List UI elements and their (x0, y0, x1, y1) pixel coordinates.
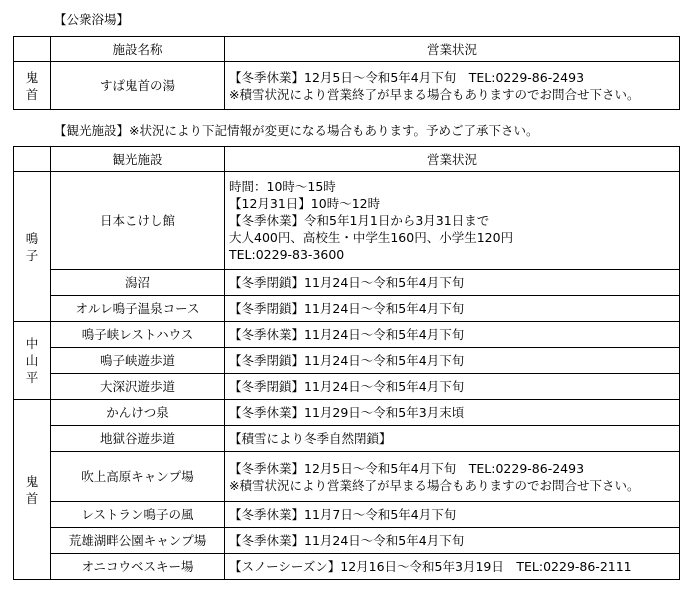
col-status: 営業状況 (225, 37, 680, 62)
status-line: 【冬季休業】12月5日～令和5年4月下旬 TEL:0229-86-2493 (229, 460, 585, 476)
status-line: 【積雪により冬季自然閉鎖】 (229, 431, 392, 446)
facility-name: レストラン鳴子の風 (51, 502, 225, 528)
col-facility-name: 施設名称 (51, 37, 225, 62)
status-line: TEL:0229-83-3600 (229, 247, 345, 262)
facility-name: オルレ鳴子温泉コース (51, 296, 225, 322)
facility-name: 地獄谷遊歩道 (51, 426, 225, 452)
region-cell (14, 62, 51, 110)
region-label-char: 首 (25, 86, 39, 102)
status-cell (225, 528, 680, 554)
region-label (18, 69, 46, 103)
status-line: 【12月31日】10時～12時 (229, 196, 381, 211)
facility-name: すぱ鬼首の湯 (51, 62, 225, 110)
col-status: 営業状況 (225, 147, 680, 172)
table-row (14, 270, 680, 296)
region-label-char: 平 (25, 370, 39, 385)
status-cell (225, 172, 680, 270)
status-cell (225, 296, 680, 322)
region-label (18, 230, 46, 264)
facility-name: 鳴子峡遊歩道 (51, 348, 225, 374)
status-cell (225, 374, 680, 400)
region-label-char: 鬼 (25, 69, 39, 85)
header-corner-cell (14, 37, 51, 62)
header-corner-cell (14, 147, 51, 172)
table-row (14, 296, 680, 322)
facility-name: 荒雄湖畔公園キャンプ場 (51, 528, 225, 554)
status-cell (225, 400, 680, 426)
bath-section-heading: 【公衆浴場】 (54, 12, 130, 27)
status-line: 【冬季休業】11月24日～令和5年4月下旬 (229, 533, 465, 548)
region-label-char: 首 (25, 490, 39, 506)
status-line: 時間：10時～15時 (229, 179, 336, 194)
table-row (14, 502, 680, 528)
status-line: 【冬季休業】令和5年1月1日から3月31日まで (229, 213, 490, 228)
region-label-char: 子 (25, 247, 39, 263)
status-line: 【冬季閉鎖】11月24日～令和5年4月下旬 (229, 275, 465, 290)
table-row (14, 62, 680, 110)
status-line: 【冬季休業】11月29日～令和5年3月末頃 (229, 405, 465, 420)
status-line: 【冬季休業】11月7日～令和5年4月下旬 (229, 507, 457, 522)
table-row (14, 172, 680, 270)
status-cell (225, 452, 680, 502)
region-label-char: 鬼 (25, 473, 39, 489)
facility-name: かんけつ泉 (51, 400, 225, 426)
status-cell (225, 62, 680, 110)
table-row (14, 528, 680, 554)
facility-name: 鳴子峡レストハウス (51, 322, 225, 348)
facility-name: 吹上高原キャンプ場 (51, 452, 225, 502)
status-cell (225, 348, 680, 374)
region-label-char: 中 (25, 336, 39, 351)
facility-name: 日本こけし館 (51, 172, 225, 270)
facility-name: オニコウベスキー場 (51, 554, 225, 580)
region-label (18, 335, 46, 386)
col-facility-name: 観光施設 (51, 147, 225, 172)
tourism-table-header (14, 147, 680, 172)
status-cell (225, 502, 680, 528)
region-cell (14, 400, 51, 580)
facility-name: 大深沢遊歩道 (51, 374, 225, 400)
status-line: 【冬季閉鎖】11月24日～令和5年4月下旬 (229, 301, 465, 316)
region-label-char: 山 (25, 353, 39, 368)
status-line: 【スノーシーズン】12月16日～令和5年3月19日 TEL:0229-86-2111 (229, 559, 632, 574)
facility-name: 潟沼 (51, 270, 225, 296)
region-label-char: 鳴 (25, 230, 39, 246)
status-line: 大人400円、高校生・中学生160円、小学生120円 (229, 230, 514, 245)
table-row (14, 554, 680, 580)
bath-table-header (14, 37, 680, 62)
table-row (14, 374, 680, 400)
bath-table (13, 36, 680, 110)
status-line: ※積雪状況により営業終了が早まる場合もありますのでお問合せ下さい。 (229, 86, 640, 102)
status-line: 【冬季休業】12月5日～令和5年4月下旬 TEL:0229-86-2493 (229, 69, 585, 85)
status-cell (225, 426, 680, 452)
status-line: 【冬季閉鎖】11月24日～令和5年4月下旬 (229, 379, 465, 394)
region-cell (14, 172, 51, 322)
table-row (14, 348, 680, 374)
tourism-section-heading: 【観光施設】※状況により下記情報が変更になる場合もあります。予めご了承下さい。 (54, 123, 539, 138)
status-line: 【冬季閉鎖】11月24日～令和5年4月下旬 (229, 353, 465, 368)
table-row (14, 452, 680, 502)
status-line: 【冬季休業】11月24日～令和5年4月下旬 (229, 327, 465, 342)
table-row (14, 426, 680, 452)
table-row (14, 400, 680, 426)
status-cell (225, 322, 680, 348)
region-label (18, 473, 46, 507)
tourism-table (13, 146, 680, 580)
status-cell (225, 270, 680, 296)
status-line: ※積雪状況により営業終了が早まる場合もありますのでお問合せ下さい。 (229, 477, 640, 493)
status-cell (225, 554, 680, 580)
table-row (14, 322, 680, 348)
region-cell (14, 322, 51, 400)
